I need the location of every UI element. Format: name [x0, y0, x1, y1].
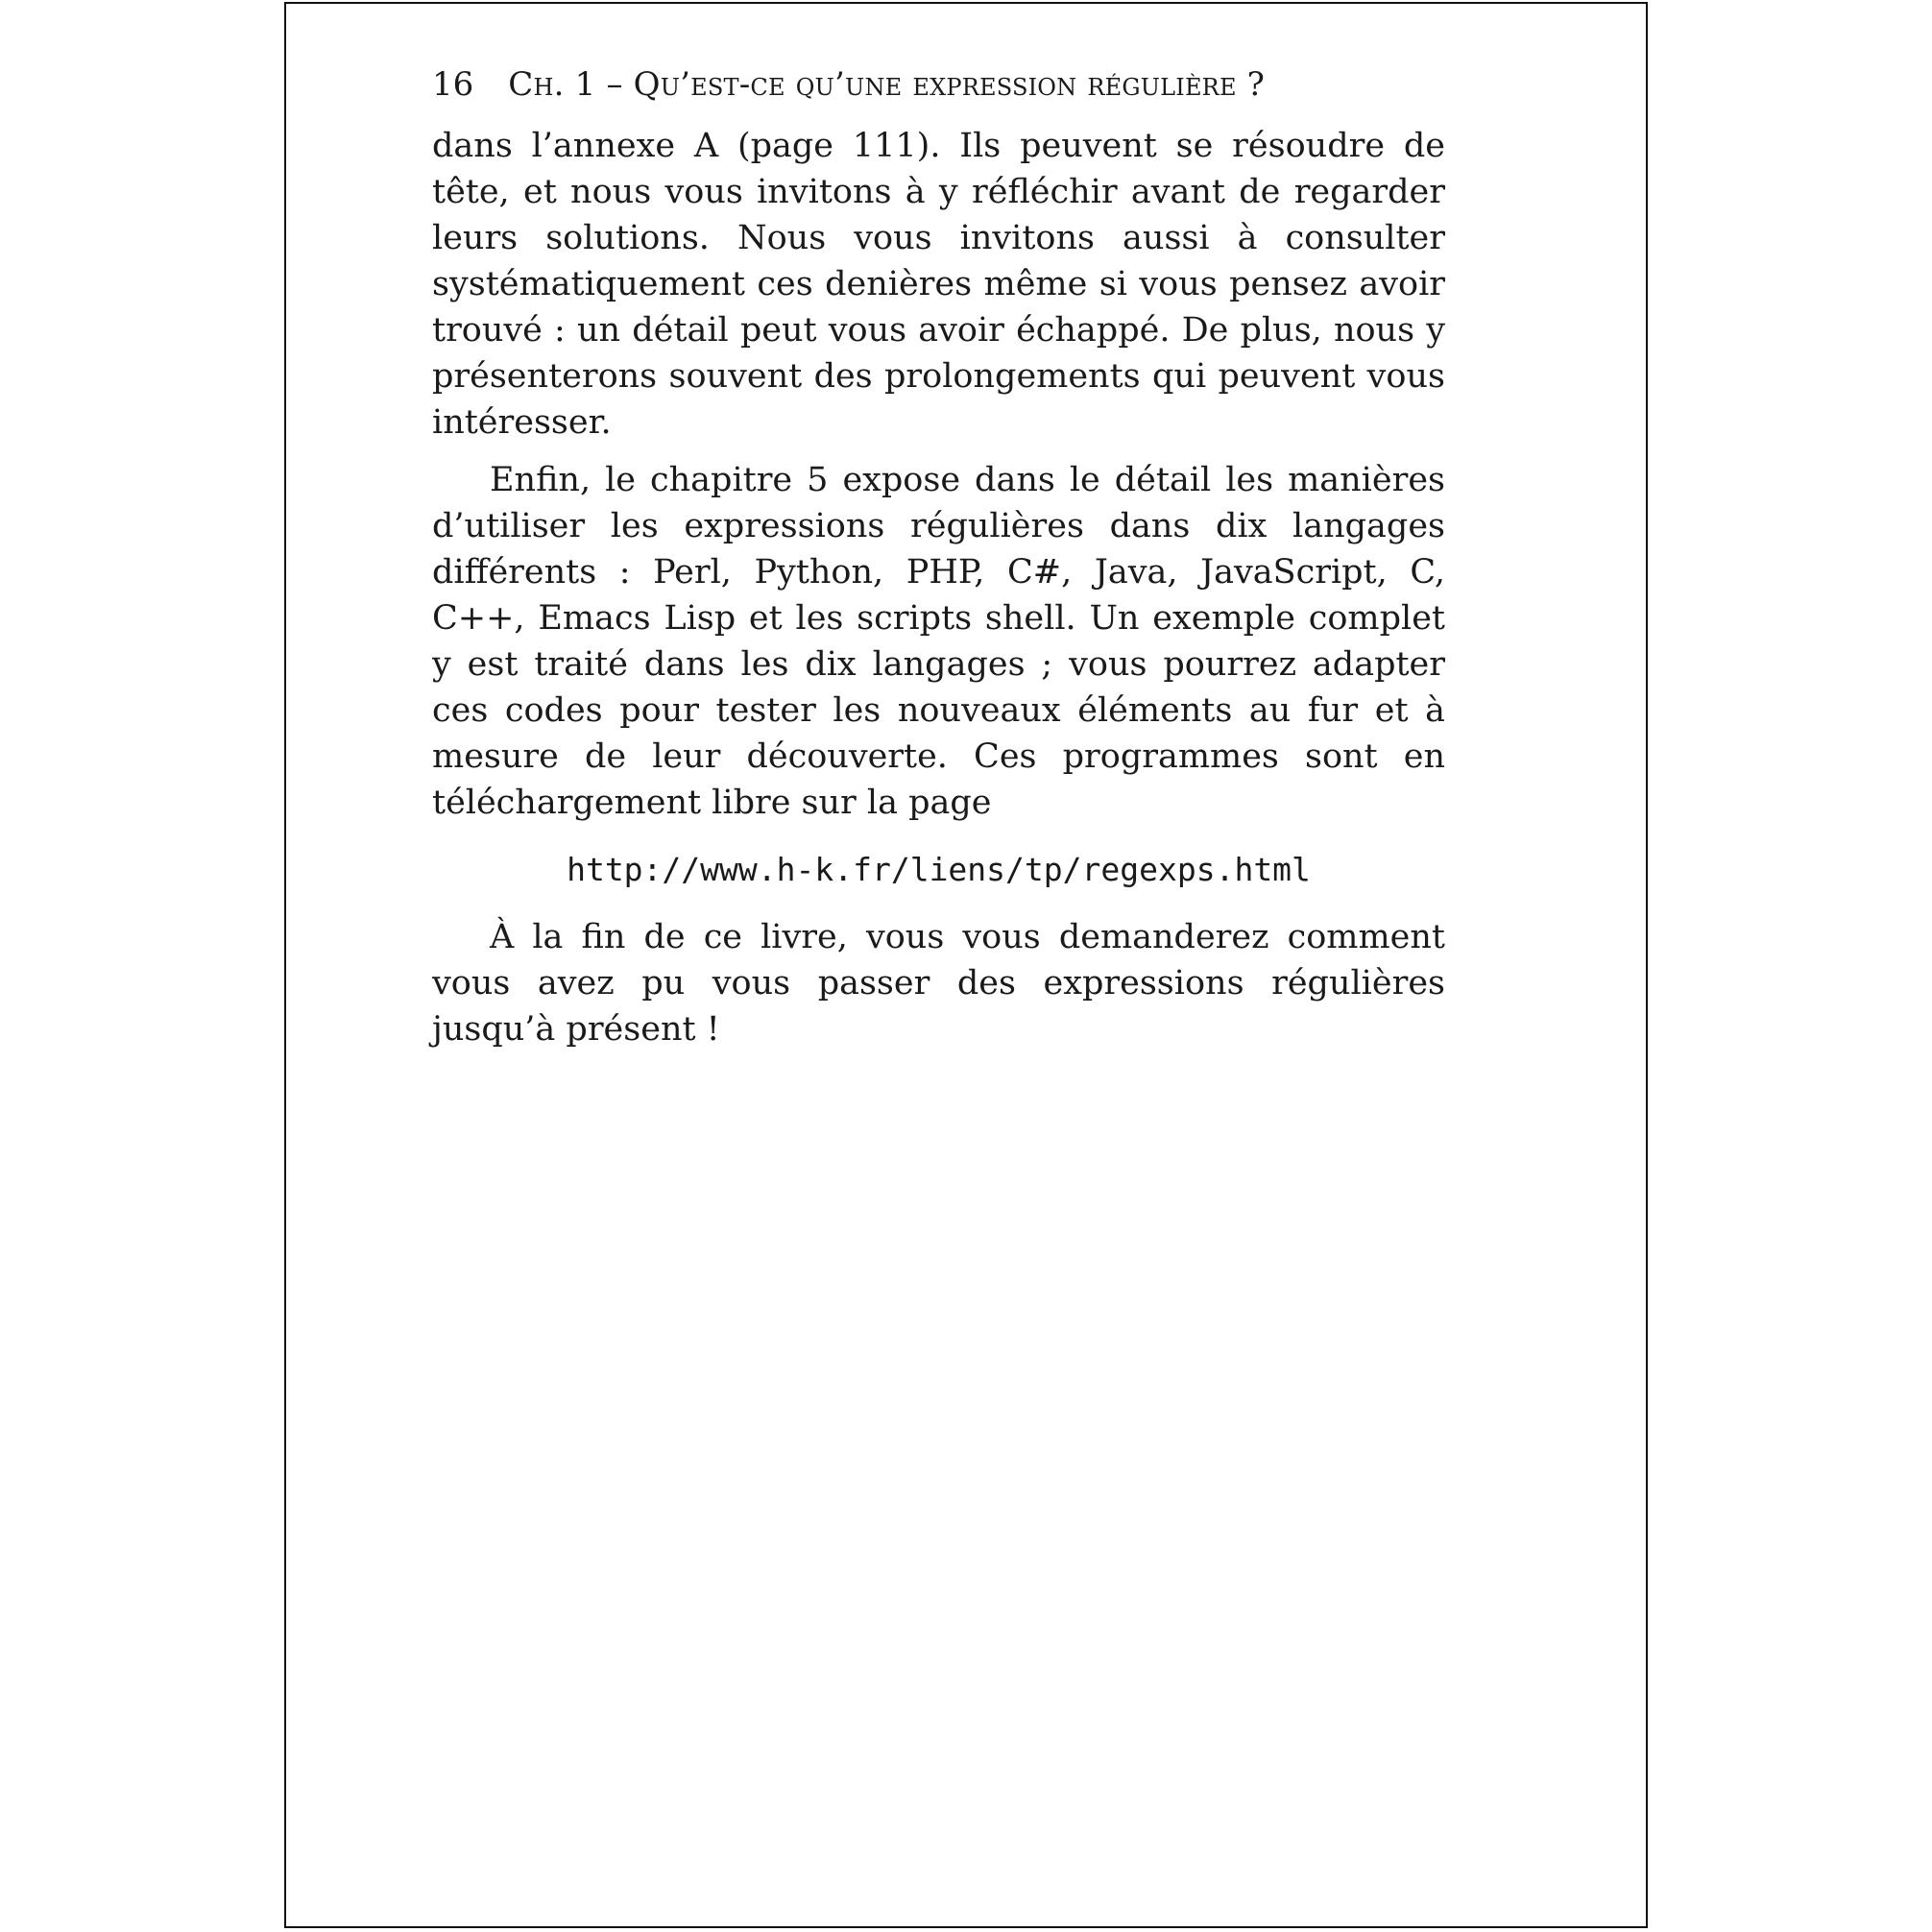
page-number: 16	[432, 65, 474, 104]
paragraph-chapter-5-languages: Enfin, le chapitre 5 expose dans le détail les manières d’utiliser les expressions régulières dans dix langages différents : Perl, Python, PHP, C#, Java, JavaScript, C, C++, Emacs Lisp et les scripts shell. Un exemple complet y est traité dans les dix langages ; vous pourrez adapter ces codes pour tester les nouveaux éléments au fur et à mesure de leur découverte. Ces programmes sont en téléchargement libre sur la page	[432, 461, 1445, 822]
page-content	[432, 63, 1445, 1052]
paragraph-closing: À la fin de ce livre, vous vous demanderez comment vous avez pu vous passer des expressions régulières jusqu’à présent !	[432, 918, 1445, 1049]
paragraph-annex-reference: dans l’annexe A (page 111). Ils peuvent se résoudre de tête, et nous vous invitons à y réfléchir avant de regarder leurs solutions. Nous vous invitons aussi à consulter systématiquement ces denières même si vous pensez avoir trouvé : un détail peut vous avoir échappé. De plus, nous y présenterons souvent des prolongements qui peuvent vous intéresser.	[432, 127, 1445, 442]
running-header	[432, 63, 1445, 106]
running-title: Ch. 1 – Qu’est-ce qu’une expression régulière ?	[508, 65, 1266, 104]
download-url: http://www.h-k.fr/liens/tp/regexps.html	[567, 851, 1311, 888]
